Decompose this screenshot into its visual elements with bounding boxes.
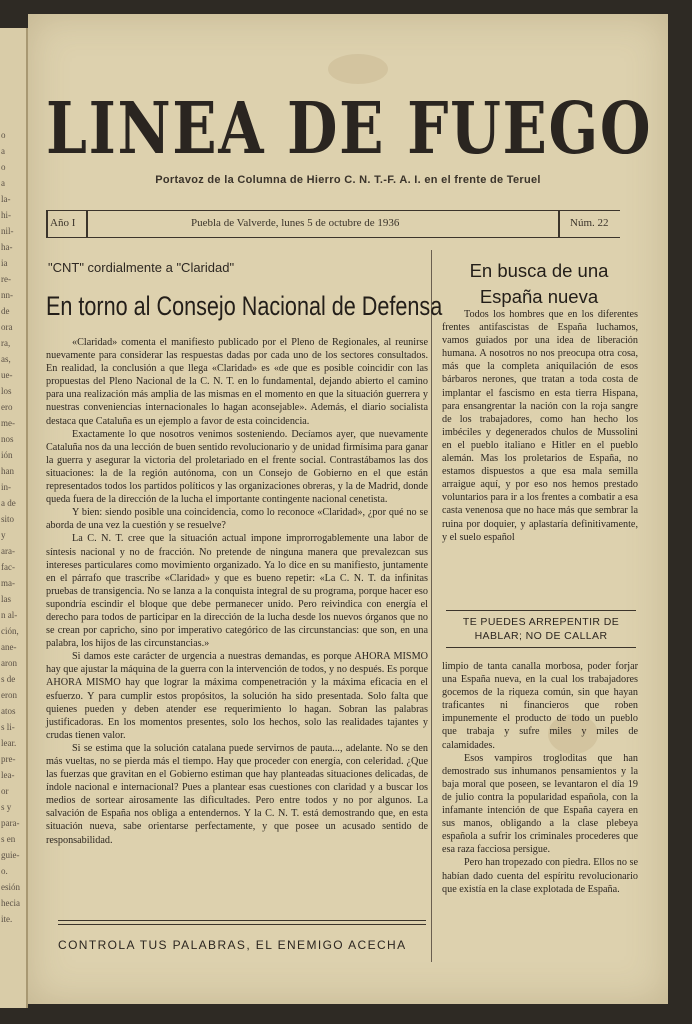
issue-info-bar bbox=[46, 210, 620, 238]
previous-page-fragment: pre- bbox=[1, 754, 16, 764]
previous-page-fragment: o. bbox=[1, 866, 8, 876]
previous-page-fragment: o bbox=[1, 162, 6, 172]
issue-dateline: Puebla de Valverde, lunes 5 de octubre de 1936 bbox=[191, 217, 400, 229]
side-article-paragraph: Esos vampiros trogloditas que han demostrado sus inhumanos pensamientos y la baja moral que poseen, se levantaron el día 19 de julio contra la popularidad española, con la infamante intención de que España cayera en sus manos, obligando a la clase plebeya española a sufrir los criminales procederes que esa raza facciosa persigue. bbox=[442, 752, 638, 856]
previous-page-fragment: n al- bbox=[1, 610, 18, 620]
main-article-body bbox=[46, 336, 428, 847]
previous-page-fragment: ia bbox=[1, 258, 8, 268]
article-paragraph: «Claridad» comenta el manifiesto publicado por el Pleno de Regionales, al reunirse nuevamente para considerar las respuestas dadas por cada uno de los sectores consultados. En realidad, la conclusión a que llega «Claridad» es «de que es posible coincidir con las propuestas del Pleno Nacional de la C. N. T. en lo fundamental, dejando abierto el camino para una realización más amplia de las mismas en el momento en que la situación guerrera y nuestras conveniencias internacionales lo hagan aconsejable». Además, el diario socialista destaca que Cataluña es un ejemplo a favor de esta coincidencia. bbox=[46, 337, 428, 427]
previous-page-fragment: de bbox=[1, 306, 10, 316]
previous-page-fragment: los bbox=[1, 386, 12, 396]
previous-page-fragment: ite. bbox=[1, 914, 13, 924]
article-paragraph: Y bien: siendo posible una coincidencia, como lo reconoce «Claridad», ¿por qué no se aborda de una vez la cuestión y se resuelve? bbox=[46, 507, 428, 532]
previous-page-fragment: eron bbox=[1, 690, 17, 700]
previous-page-fragment: re- bbox=[1, 274, 11, 284]
column-rule bbox=[431, 250, 432, 962]
previous-page-fragment: s de bbox=[1, 674, 16, 684]
side-article-headline bbox=[438, 258, 640, 310]
footer-rule bbox=[58, 920, 426, 925]
paper-stain bbox=[328, 54, 388, 84]
side-headline-line: En busca de una bbox=[469, 260, 609, 281]
previous-page-fragment: a bbox=[1, 146, 5, 156]
previous-page-fragment: nos bbox=[1, 434, 14, 444]
previous-page-fragment: ara- bbox=[1, 546, 15, 556]
previous-page-fragment: lear. bbox=[1, 738, 17, 748]
previous-page-fragment: nn- bbox=[1, 290, 13, 300]
previous-page-fragment: s en bbox=[1, 834, 16, 844]
previous-page-fragment: ha- bbox=[1, 242, 13, 252]
previous-page-fragment: me- bbox=[1, 418, 15, 428]
previous-page-fragment: a de bbox=[1, 498, 16, 508]
previous-page-fragment: ión bbox=[1, 450, 13, 460]
previous-page-fragment: ane- bbox=[1, 642, 17, 652]
masthead-subtitle: Portavoz de la Columna de Hierro C. N. T.-F. A. I. en el frente de Teruel bbox=[155, 174, 541, 186]
previous-page-fragment: ero bbox=[1, 402, 13, 412]
footer-slogan: CONTROLA TUS PALABRAS, EL ENEMIGO ACECHA bbox=[58, 938, 407, 952]
previous-page-edge bbox=[0, 28, 28, 1008]
previous-page-fragment: hi- bbox=[1, 210, 11, 220]
side-article-body-top bbox=[442, 308, 638, 544]
previous-page-fragment: ue- bbox=[1, 370, 13, 380]
previous-page-fragment: or bbox=[1, 786, 9, 796]
issue-number: Núm. 22 bbox=[570, 217, 609, 229]
previous-page-fragment: lea- bbox=[1, 770, 15, 780]
box-slogan: TE PUEDES ARREPENTIR DE HABLAR; NO DE CALLAR bbox=[446, 610, 636, 648]
previous-page-fragment: aron bbox=[1, 658, 17, 668]
previous-page-fragment: hecia bbox=[1, 898, 20, 908]
previous-page-fragment: atos bbox=[1, 706, 16, 716]
article-kicker: "CNT" cordialmente a "Claridad" bbox=[48, 260, 235, 275]
side-article-paragraph: Todos los hombres que en los diferentes frentes antifascistas de España luchamos, vamos guiados por una idea de liberación humana. A nosotros no nos preocupa otra cosa, más que la completa aniquilación de esos bárbaros nerones, que tratan a toda costa de implantar el fascismo en esta tierra Hispana, para ensangrentar la nación con la roja sangre de los trabajadores, como han hecho los imbéciles y degenerados chulos de Mussolini en el pueblo italiano e Hitler en el pueblo alemán. Mas los proletarios de España, no estamos dispuestos a que esa mala semilla arraigue aquí, y por eso nos hemos prestado voluntarios para ir a los frentes a combatir a esa casta venenosa que no hace más que sembrar la ruina por doquier, y aplastaría definitivamente, y el suelo español bbox=[442, 309, 638, 543]
previous-page-fragment: la- bbox=[1, 194, 11, 204]
side-article-paragraph: limpio de tanta canalla morbosa, poder forjar una España nueva, en la cual los trabajadores gocemos de la riqueza común, sin que hayan traficantes ni financieros que roben impunemente el producto de todo un pueblo que trabaja y sufre miles y miles de calamidades. bbox=[442, 661, 638, 751]
previous-page-fragment: guie- bbox=[1, 850, 20, 860]
previous-page-fragment: as, bbox=[1, 354, 11, 364]
previous-page-fragment: ma- bbox=[1, 578, 15, 588]
previous-page-fragment: ción, bbox=[1, 626, 19, 636]
previous-page-fragment: o bbox=[1, 130, 6, 140]
side-article-body-bottom bbox=[442, 660, 638, 896]
info-separator bbox=[558, 211, 560, 237]
newspaper-page bbox=[28, 14, 668, 1004]
info-separator bbox=[46, 211, 48, 237]
previous-page-fragment: fac- bbox=[1, 562, 15, 572]
issue-year: Año I bbox=[50, 217, 76, 229]
article-headline: En torno al Consejo Nacional de Defensa bbox=[46, 291, 443, 321]
previous-page-fragment: y bbox=[1, 530, 6, 540]
side-article-paragraph: Pero han tropezado con piedra. Ellos no se habían dado cuenta del espíritu revolucionario que existía en la clase explotada de España. bbox=[442, 857, 638, 895]
article-paragraph: Exactamente lo que nosotros venimos sosteniendo. Decíamos ayer, que nuevamente Cataluña nos da una lección de buen sentido revolucionario y de unidad firmísima para ganar la guerra y asegurar la victoria del proletariado en el frente social. Contrastábamos las dos situaciones: la de la región autónoma, con un Consejo de Gobierno en el que están representados todos los partidos políticos y las organizaciones obreras, y la de Madrid, donde queda fuera de la dirección de la lucha el importante contingente nacional cenetista. bbox=[46, 428, 428, 506]
previous-page-fragment: ora bbox=[1, 322, 13, 332]
previous-page-fragment: nil- bbox=[1, 226, 14, 236]
previous-page-fragment: in- bbox=[1, 482, 11, 492]
previous-page-fragment: esión bbox=[1, 882, 20, 892]
masthead-title: LINEA DE FUEGO bbox=[46, 86, 653, 170]
side-headline-line: España nueva bbox=[479, 286, 599, 307]
previous-page-fragment: han bbox=[1, 466, 14, 476]
info-separator bbox=[86, 211, 88, 237]
previous-page-fragment: las bbox=[1, 594, 11, 604]
article-paragraph: Si se estima que la solución catalana puede servirnos de pauta..., adelante. No se den más vueltas, no se pierda más el tiempo. Hay que proceder con energía, con celeridad. ¿Que las fuerzas que gravitan en el Gobierno estiman que hay planteadas situaciones delicadas, de índole nacional e internacional? Pues a plantear esas cuestiones con claridad y a buscar los medios de sortear airosamente las dificultades. Pero entre todos y no por algunos. La salvación de España nos obliga a entendernos. Y la C. N. T. está demostrando que, en esta situación nueva, sabe orientarse perfectamente, y que posee un acusado sentido de responsabilidad. bbox=[46, 742, 428, 846]
previous-page-fragment: s y bbox=[1, 802, 12, 812]
article-paragraph: La C. N. T. cree que la situación actual impone improrrogablemente una labor de síntesis nacional y no de fracción. No pretende de ninguna manera que prevalezcan sus intereses particulares como movimiento organizado. Ya lo dice en su manifiesto, juntamente en el párrafo que trascribe «Claridad» y que es bueno repetir: «La C. N. T. da infinitas pruebas de transigencia. No se lanza a la conquista integral de su programa, porque hacer eso supondría escindir el bloque que debe permanecer unido. Pero reivindica con energía el derecho para todos de participar en la dirección de la lucha desde los nuevos órganos que no se crean por capricho, sino por imperativo categórico de las circunstancias: que son, en una palabra, los hijos de las circunstancias.» bbox=[46, 533, 428, 650]
previous-page-fragment: para- bbox=[1, 818, 20, 828]
previous-page-fragment: a bbox=[1, 178, 5, 188]
article-paragraph: Si damos este carácter de urgencia a nuestras demandas, es porque AHORA MISMO hay que ajustar la máquina de la guerra con la intervención de todos, y no después. Es porque AHORA MISMO hay que lograr la máxima compenetración y la máxima eficacia en el esfuerzo. Y para cumplir estos propósitos, la solución ha sido presentada. Solo falta que quienes pueden y deben atender ese requerimiento lo hagan. Sobran las palabras justificadoras. En los momentos presentes, solo los hechos, solo las realidades tajantes y crudas tienen valor. bbox=[46, 651, 428, 741]
previous-page-fragment: s li- bbox=[1, 722, 15, 732]
previous-page-fragment: sito bbox=[1, 514, 15, 524]
previous-page-fragment: ra, bbox=[1, 338, 11, 348]
